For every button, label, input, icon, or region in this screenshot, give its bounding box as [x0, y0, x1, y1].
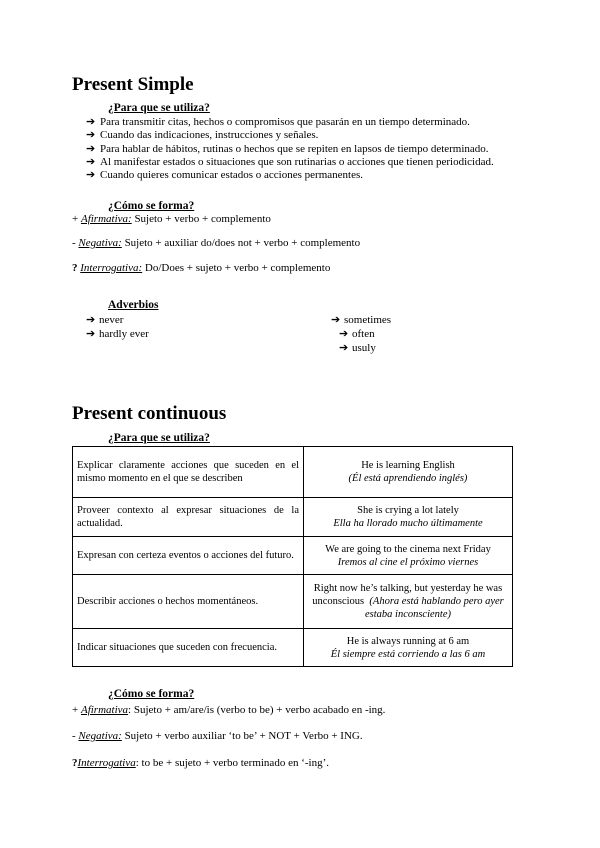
- simple-uses-list: [86, 116, 494, 182]
- adverbs-right-list: [331, 313, 391, 355]
- arrow-right-icon: ➔: [86, 142, 96, 155]
- present-simple-title: Present Simple: [72, 74, 194, 95]
- continuous-uses-heading: ¿Para que se utiliza?: [108, 432, 210, 444]
- table-row: [73, 629, 513, 667]
- list-item: ➔ often: [339, 328, 375, 340]
- list-item: ➔ sometimes: [331, 314, 392, 326]
- list-item: ➔ Cuando quieres comunicar estados o acciones permanentes.: [86, 169, 363, 182]
- arrow-right-icon: ➔: [339, 328, 349, 340]
- arrow-right-icon: ➔: [86, 155, 96, 168]
- continuous-form-interrogative: ?Interrogativa: to be + sujeto + verbo terminado en ‘-ing’.: [72, 757, 329, 769]
- arrow-right-icon: ➔: [339, 342, 349, 354]
- simple-form-interrogative: ? Interrogativa: Do/Does + sujeto + verbo + complemento: [72, 262, 331, 274]
- use-cell: Explicar claramente acciones que suceden en el mismo momento en el que se describen: [73, 447, 304, 498]
- arrow-right-icon: ➔: [331, 314, 341, 326]
- present-continuous-title: Present continuous: [72, 403, 227, 424]
- adverbs-heading: Adverbios: [108, 299, 159, 311]
- use-cell: Expresan con certeza eventos o acciones del futuro.: [73, 537, 304, 575]
- use-cell: Indicar situaciones que suceden con frecuencia.: [73, 629, 304, 667]
- simple-uses-heading: ¿Para que se utiliza?: [108, 102, 210, 114]
- continuous-form-heading: ¿Cómo se forma?: [108, 688, 195, 700]
- simple-form-affirmative: + Afirmativa: Sujeto + verbo + complemento: [72, 213, 271, 225]
- use-cell: Describir acciones o hechos momentáneos.: [73, 575, 304, 629]
- list-item: ➔ never: [86, 314, 124, 326]
- table-row: [73, 498, 513, 537]
- arrow-right-icon: ➔: [86, 116, 96, 128]
- continuous-uses-table: [72, 446, 513, 667]
- example-cell: Right now he’s talking, but yesterday he was unconscious (Ahora está hablando pero ayer estaba inconsciente): [304, 575, 513, 629]
- example-cell: We are going to the cinema next Friday Iremos al cine el próximo viernes: [304, 537, 513, 575]
- example-cell: She is crying a lot lately Ella ha llorado mucho últimamente: [304, 498, 513, 537]
- adverbs-left-list: [86, 313, 149, 341]
- arrow-right-icon: ➔: [86, 328, 96, 340]
- table-row: [73, 575, 513, 629]
- table-row: [73, 447, 513, 498]
- list-item: ➔ Para hablar de hábitos, rutinas o hechos que se repiten en lapsos de tiempo determinado.: [86, 142, 489, 155]
- example-cell: He is always running at 6 am Él siempre está corriendo a las 6 am: [304, 629, 513, 667]
- list-item: ➔ Al manifestar estados o situaciones que son rutinarias o acciones que tienen periodicidad.: [86, 155, 494, 168]
- use-cell: Proveer contexto al expresar situaciones de la actualidad.: [73, 498, 304, 537]
- table-row: [73, 537, 513, 575]
- example-cell: He is learning English (Él está aprendiendo inglés): [304, 447, 513, 498]
- list-item: ➔ Para transmitir citas, hechos o compromisos que pasarán en un tiempo determinado.: [86, 116, 470, 128]
- arrow-right-icon: ➔: [86, 129, 96, 142]
- arrow-right-icon: ➔: [86, 169, 96, 182]
- arrow-right-icon: ➔: [86, 314, 96, 326]
- continuous-form-negative: - Negativa: Sujeto + verbo auxiliar ‘to be’ + NOT + Verbo + ING.: [72, 730, 363, 742]
- list-item: ➔ usuly: [339, 342, 376, 354]
- list-item: ➔ Cuando das indicaciones, instrucciones y señales.: [86, 129, 319, 142]
- list-item: ➔ hardly ever: [86, 328, 149, 340]
- simple-form-heading: ¿Cómo se forma?: [108, 200, 195, 212]
- simple-form-negative: - Negativa: Sujeto + auxiliar do/does not + verbo + complemento: [72, 237, 361, 249]
- continuous-form-affirmative: + Afirmativa: Sujeto + am/are/is (verbo to be) + verbo acabado en -ing.: [72, 704, 386, 716]
